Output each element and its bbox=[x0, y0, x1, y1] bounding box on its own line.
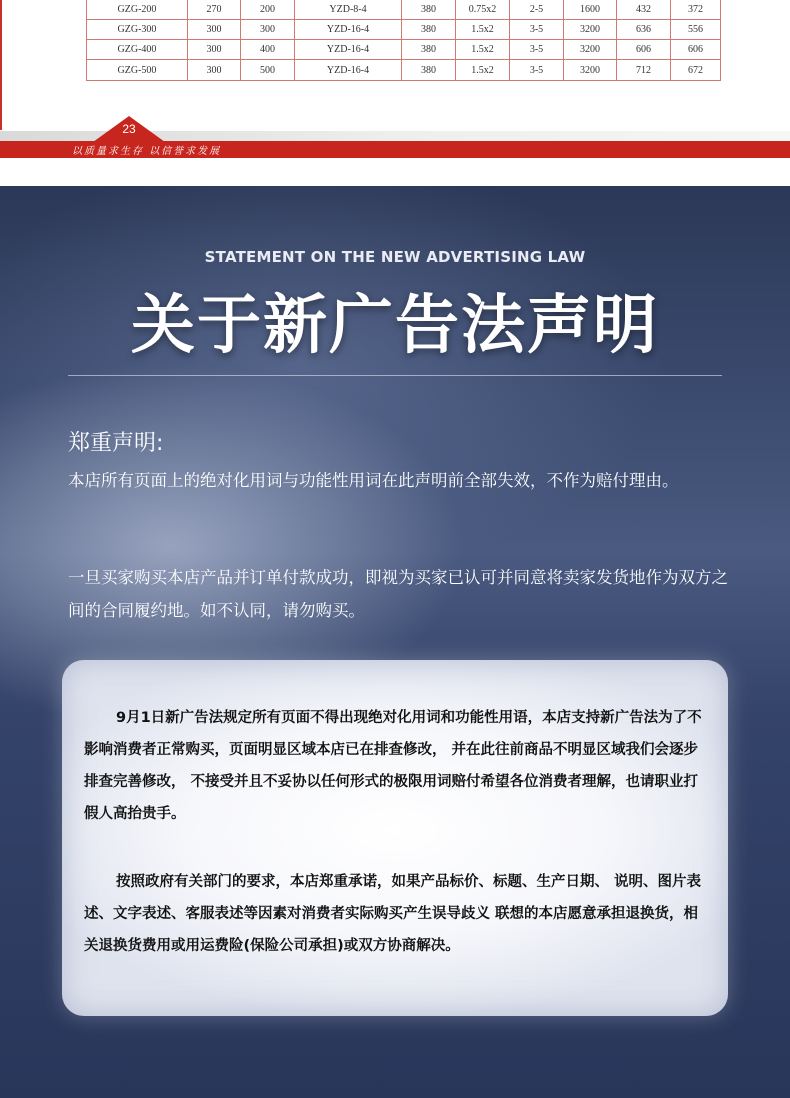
table-cell: YZD-16-4 bbox=[295, 60, 402, 81]
statement-title-cn: 关于新广告法声明 bbox=[131, 289, 659, 363]
statement-title-en: STATEMENT ON THE NEW ADVERTISING LAW bbox=[204, 248, 586, 266]
page-edge-rule bbox=[0, 0, 2, 130]
table-cell: 300 bbox=[188, 40, 241, 60]
table-cell: 380 bbox=[402, 20, 456, 40]
table-cell: 1600 bbox=[564, 0, 617, 20]
table-row bbox=[87, 20, 721, 40]
card-paragraph: 9月1日新广告法规定所有页面不得出现绝对化用词和功能性用语，本店支持新广告法为了不影响消费者正常购买，页面明显区域本店已在排查修改， 并在此往前商品不明显区域我们会逐步排查完善修改， 不接受并且不妥协以任何形式的极限用词赔付希望各位消费者理解，也请职业打假人高抬贵手。 bbox=[84, 710, 702, 822]
table-cell: 270 bbox=[188, 0, 241, 20]
table-cell: 380 bbox=[402, 40, 456, 60]
table-cell: 636 bbox=[617, 20, 671, 40]
catalog-page-fragment bbox=[0, 0, 790, 185]
table-cell: 672 bbox=[671, 60, 721, 81]
table-cell: YZD-16-4 bbox=[295, 40, 402, 60]
table-cell: 500 bbox=[241, 60, 295, 81]
table-cell: 372 bbox=[671, 0, 721, 20]
notice-heading: 郑重声明: bbox=[68, 431, 164, 456]
table-cell: 712 bbox=[617, 60, 671, 81]
notice-paragraph: 本店所有页面上的绝对化用词与功能性用词在此声明前全部失效，不作为赔付理由。 bbox=[68, 471, 679, 490]
footer-slogan: 以质量求生存 以信誉求发展 bbox=[72, 146, 222, 157]
page-number: 23 bbox=[122, 122, 136, 136]
table-cell: 432 bbox=[617, 0, 671, 20]
table-cell: 3-5 bbox=[510, 60, 564, 81]
table-cell: 400 bbox=[241, 40, 295, 60]
table-cell: 1.5x2 bbox=[456, 20, 510, 40]
table-row bbox=[87, 60, 721, 81]
table-cell: YZD-16-4 bbox=[295, 20, 402, 40]
table-cell: 2-5 bbox=[510, 0, 564, 20]
table-cell: 3200 bbox=[564, 20, 617, 40]
table-cell: YZD-8-4 bbox=[295, 0, 402, 20]
table-cell: 200 bbox=[241, 0, 295, 20]
table-cell: 300 bbox=[188, 60, 241, 81]
table-cell: GZG-200 bbox=[87, 0, 188, 20]
table-cell: 3-5 bbox=[510, 20, 564, 40]
table-row bbox=[87, 0, 721, 20]
table-cell: 0.75x2 bbox=[456, 0, 510, 20]
table-cell: 606 bbox=[671, 40, 721, 60]
spec-table-body bbox=[87, 0, 721, 81]
table-cell: GZG-500 bbox=[87, 60, 188, 81]
table-cell: GZG-300 bbox=[87, 20, 188, 40]
table-cell: GZG-400 bbox=[87, 40, 188, 60]
advertising-law-statement bbox=[0, 186, 790, 1098]
notice-paragraph: 一旦买家购买本店产品并订单付款成功，即视为买家已认可并同意将卖家发货地作为双方之间的合同履约地。如不认同，请勿购买。 bbox=[68, 568, 728, 620]
table-cell: 300 bbox=[241, 20, 295, 40]
table-cell: 300 bbox=[188, 20, 241, 40]
title-divider bbox=[68, 375, 722, 376]
table-row bbox=[87, 40, 721, 60]
statement-card bbox=[62, 660, 728, 1016]
table-cell: 1.5x2 bbox=[456, 60, 510, 81]
table-cell: 556 bbox=[671, 20, 721, 40]
spec-table bbox=[86, 0, 721, 81]
table-cell: 380 bbox=[402, 60, 456, 81]
table-cell: 3-5 bbox=[510, 40, 564, 60]
card-paragraph: 按照政府有关部门的要求，本店郑重承诺，如果产品标价、标题、生产日期、 说明、图片表述、文字表述、客服表述等因素对消费者实际购买产生误导歧义 联想的本店愿意承担退换货，相关退换货费用或用运费险(保险公司承担)或双方协商解决。 bbox=[84, 874, 702, 954]
table-cell: 1.5x2 bbox=[456, 40, 510, 60]
table-cell: 380 bbox=[402, 0, 456, 20]
table-cell: 3200 bbox=[564, 60, 617, 81]
table-cell: 606 bbox=[617, 40, 671, 60]
table-cell: 3200 bbox=[564, 40, 617, 60]
